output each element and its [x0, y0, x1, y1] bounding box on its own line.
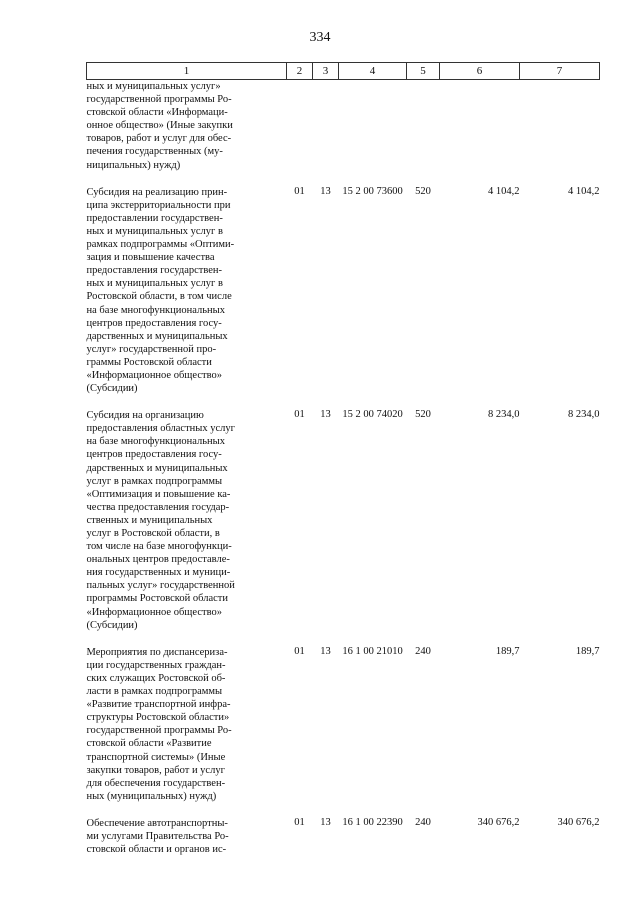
row-target-code: 15 2 00 74020: [342, 409, 403, 421]
row-expense-type: [407, 80, 440, 172]
row-section: 01: [294, 645, 305, 657]
row-subsection: 13: [320, 185, 331, 197]
column-header-4: 4: [339, 63, 407, 80]
row-description: Обеспечение автотранспортны- ми услугами Правительства Ро- стовской области и органов ис-: [86, 817, 229, 856]
row-target-code: 15 2 00 73600: [342, 185, 403, 197]
table-row: [87, 186, 600, 396]
row-section: 01: [294, 816, 305, 828]
row-amount-2: 8 234,0: [568, 409, 600, 421]
row-target-code: 16 1 00 22390: [342, 816, 403, 828]
budget-table: [86, 62, 600, 856]
column-header-6: 6: [440, 63, 520, 80]
row-amount-2: 340 676,2: [557, 816, 600, 828]
row-subsection: [313, 80, 339, 172]
column-header-2: 2: [287, 63, 313, 80]
row-expense-type: 520: [415, 409, 431, 421]
row-section: [287, 80, 313, 172]
row-description: ных и муниципальных услуг» государственной программы Ро- стовской области «Информаци- онное общество» (Иные закупки товаров, работ и услуг для обес- печения государственных (му- ниципальных) нужд): [86, 81, 233, 171]
table-row: [87, 817, 600, 856]
row-subsection: 13: [320, 816, 331, 828]
row-expense-type: 240: [415, 645, 431, 657]
page-number: 334: [309, 30, 331, 45]
row-amount-2: 4 104,2: [568, 185, 600, 197]
row-amount-1: [440, 80, 520, 172]
column-header-1: 1: [87, 63, 287, 80]
row-description: Субсидия на реализацию прин- ципа экстерриториальности при предоставлении государствен- ных и муниципальных услуг в рамках подпрограммы «Оптими- зация и повышение качества предоставления государствен- ных и муниципальных услуг в Ростовской области, в том числе на базе многофункциональных центров предоставления госу- дарственных и муниципальных услуг» государственной про- граммы Ростовской области «Информационное общество» (Субсидии): [86, 186, 235, 395]
row-expense-type: 240: [415, 816, 431, 828]
row-description: Субсидия на организацию предоставления областных услуг на базе многофункциональных центров предоставления госу- дарственных и муниципальных услуг в рамках подпрограммы «Оптимизация и повышение ка- чества предоставления государ- ственных и муниципальных услуг в Ростовской области, в том числе на базе многофункци- ональных центров предоставле- ния государственных и муници- пальных услуг» государственной программы Ростовской области «Информационное общество» (Субсидии): [86, 410, 235, 631]
column-header-3: 3: [313, 63, 339, 80]
row-subsection: 13: [320, 645, 331, 657]
table-row: [87, 80, 600, 172]
column-header-7: 7: [520, 63, 600, 80]
table-row: [87, 646, 600, 803]
row-subsection: 13: [320, 409, 331, 421]
column-header-5: 5: [407, 63, 440, 80]
table-row: [87, 409, 600, 632]
row-section: 01: [294, 409, 305, 421]
column-header-row: [87, 63, 600, 80]
row-amount-2: 189,7: [575, 645, 600, 657]
row-amount-1: 340 676,2: [477, 816, 520, 828]
row-amount-1: 189,7: [495, 645, 520, 657]
row-amount-1: 4 104,2: [488, 185, 520, 197]
row-amount-2: [520, 80, 600, 172]
row-target-code: [339, 80, 407, 172]
row-description: Мероприятия по диспансеризa- ции государственных граждан- ских служащих Ростовской об- ласти в рамках подпрограммы «Развитие транспортной инфра- структуры Ростовской области» государственной программы Ро- стовской области «Развитие транспортной системы» (Иные закупки товаров, работ и услуг для обеспечения государствен- ных (муниципальных) нужд): [86, 646, 232, 802]
row-expense-type: 520: [415, 185, 431, 197]
row-section: 01: [294, 185, 305, 197]
row-amount-1: 8 234,0: [488, 409, 520, 421]
row-target-code: 16 1 00 21010: [342, 645, 403, 657]
